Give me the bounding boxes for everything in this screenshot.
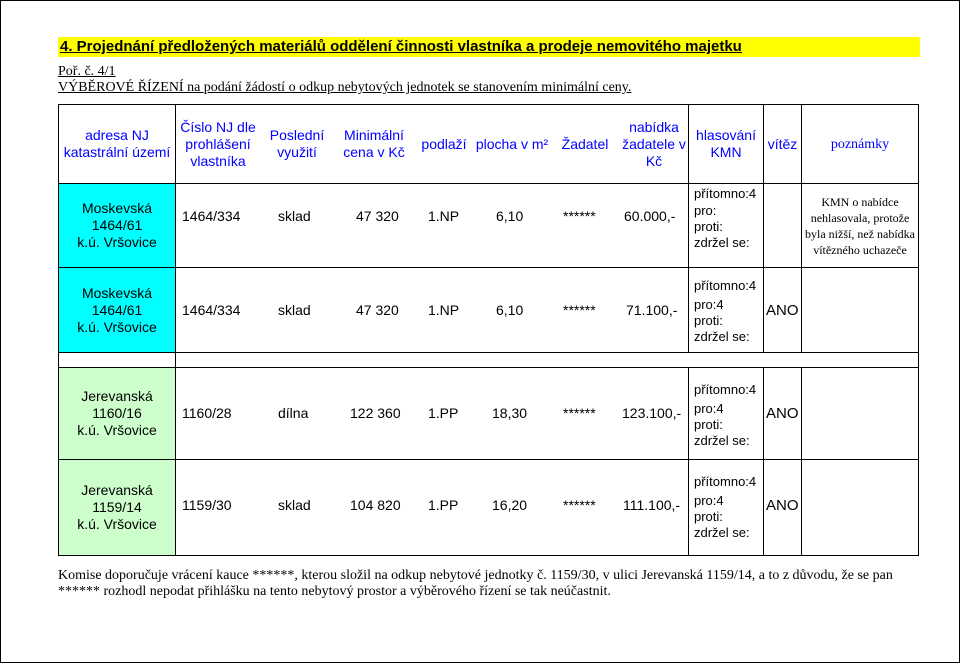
row3-offer: 123.100,- — [622, 405, 682, 421]
col-header-area: plocha v m² — [475, 135, 549, 152]
row1-applicant: ****** — [563, 208, 596, 224]
row2-offer: 71.100,- — [626, 302, 678, 318]
row1-floor: 1.NP — [428, 208, 460, 224]
row1-last-use: sklad — [278, 208, 311, 224]
row3-unit-number: 1160/28 — [182, 405, 232, 421]
row3-street: Jerevanská — [81, 388, 153, 404]
row2-address — [59, 268, 175, 352]
col-header-unit-number: Číslo NJ dle prohlášení vlastníka — [180, 118, 256, 169]
row2-last-use: sklad — [278, 302, 311, 318]
row2-abstain: zdržel se: — [694, 329, 750, 344]
row1-unit-number: 1464/334 — [182, 208, 241, 224]
commission-recommendation: Komise doporučuje vrácení kauce ******, kterou složil na odkup nebytové jednotky č. 1159/30, v ulici Jerevanská 1159/14, a to z důvodu, že se pan ****** rozhodl nepodat přihlášku na tento nebytový prostor a výběrového řízení se tak neúčastnit. — [58, 568, 893, 599]
col-header-vote: hlasování KMN — [696, 127, 756, 160]
row1-present: přítomno:4 — [694, 186, 757, 201]
row1-house-number: 1464/61 — [91, 217, 143, 233]
row3-min-price: 122 360 — [350, 405, 401, 421]
col-header-last-use: Poslední využití — [269, 127, 325, 160]
row1-area: 6,10 — [496, 208, 524, 224]
row4-last-use: sklad — [278, 497, 311, 513]
row4-min-price: 104 820 — [350, 497, 401, 513]
row1-cadastral: k.ú. Vršovice — [77, 234, 157, 250]
row2-applicant: ****** — [563, 302, 596, 318]
row3-winner: ANO — [766, 405, 799, 422]
row4-street: Jerevanská — [81, 482, 153, 498]
row4-cadastral: k.ú. Vršovice — [77, 516, 157, 532]
row4-winner: ANO — [766, 497, 799, 514]
row3-against: proti: — [694, 417, 723, 432]
row3-present: přítomno:4 — [694, 382, 757, 397]
col-header-applicant: Žadatel — [561, 135, 609, 152]
row4-applicant: ****** — [563, 497, 596, 513]
row4-floor: 1.PP — [428, 497, 459, 513]
row1-street: Moskevská — [81, 200, 153, 216]
row1-address — [59, 184, 175, 267]
row1-min-price: 47 320 — [356, 208, 399, 224]
row4-unit-number: 1159/30 — [182, 497, 232, 513]
row1-for: pro: — [694, 203, 717, 218]
col-header-notes: poznámky — [830, 136, 890, 152]
row4-offer: 111.100,- — [623, 497, 681, 513]
agenda-number: Poř. č. 4/1 — [58, 64, 116, 79]
row2-area: 6,10 — [496, 302, 524, 318]
row2-winner: ANO — [766, 302, 799, 319]
col-header-min-price: Minimální cena v Kč — [343, 127, 405, 160]
row3-for: pro:4 — [694, 401, 724, 416]
row3-last-use: dílna — [278, 405, 309, 421]
row4-for: pro:4 — [694, 493, 724, 508]
row2-against: proti: — [694, 313, 723, 328]
row2-street: Moskevská — [81, 284, 153, 301]
section-heading: 4. Projednání předložených materiálů oddělení činnosti vlastníka a prodeje nemovitého majetku — [58, 37, 920, 57]
row2-present: přítomno:4 — [694, 278, 757, 293]
row3-area: 18,30 — [492, 405, 528, 421]
row3-floor: 1.PP — [428, 405, 459, 421]
row2-min-price: 47 320 — [356, 302, 399, 318]
row4-area: 16,20 — [492, 497, 528, 513]
col-header-winner: vítěz — [767, 135, 798, 152]
row4-abstain: zdržel se: — [694, 525, 750, 540]
tender-title: VÝBĚROVÉ ŘÍZENÍ na podání žádostí o odkup nebytových jednotek se stanovením minimální ceny. — [58, 80, 632, 95]
row2-house-number: 1464/61 — [91, 301, 143, 318]
row4-house-number: 1159/14 — [92, 499, 142, 515]
row2-cadastral: k.ú. Vršovice — [77, 318, 157, 335]
row1-abstain: zdržel se: — [694, 235, 750, 250]
col-header-floor: podlaží — [421, 135, 467, 152]
row2-floor: 1.NP — [428, 302, 460, 318]
row1-against: proti: — [694, 219, 723, 234]
row3-applicant: ****** — [563, 405, 596, 421]
row4-address — [59, 460, 175, 555]
row2-unit-number: 1464/334 — [182, 302, 241, 318]
row4-against: proti: — [694, 509, 723, 524]
col-header-address: adresa NJ katastrální území — [63, 127, 171, 160]
row4-present: přítomno:4 — [694, 474, 757, 489]
row3-abstain: zdržel se: — [694, 433, 750, 448]
row1-offer: 60.000,- — [624, 208, 676, 224]
row2-for: pro:4 — [694, 297, 724, 312]
row1-note: KMN o nabídce nehlasovala, protože byla nižší, než nabídka vítězného uchazeče — [805, 195, 915, 257]
row3-cadastral: k.ú. Vršovice — [77, 422, 157, 438]
col-header-offer: nabídka žadatele v Kč — [622, 118, 686, 169]
row3-address — [59, 368, 175, 459]
row3-house-number: 1160/16 — [92, 405, 142, 421]
